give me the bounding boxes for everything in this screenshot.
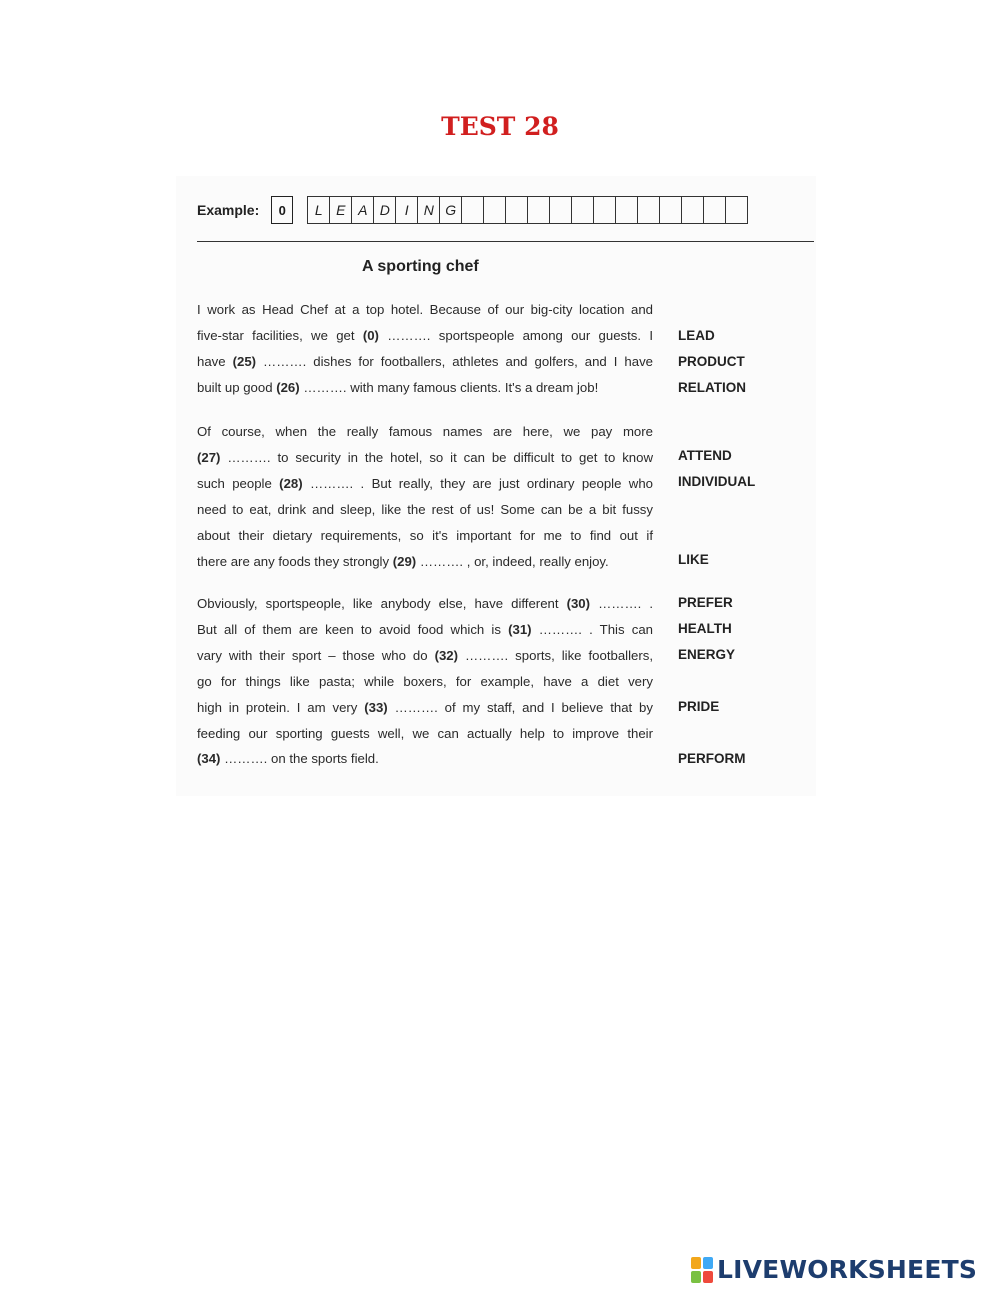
keyword-individual: INDIVIDUAL	[678, 474, 756, 489]
text-segment: about their dietary requirements, so it's important for me to find out if	[197, 527, 653, 543]
keyword-product: PRODUCT	[678, 354, 745, 369]
example-letter-box: N	[418, 196, 440, 224]
text-line	[197, 622, 653, 637]
divider-rule	[197, 241, 814, 242]
example-letter-box: L	[308, 196, 330, 224]
text-segment: vary with their sport – those who do	[197, 647, 435, 663]
text-heading: A sporting chef	[362, 258, 479, 275]
text-line	[197, 450, 653, 465]
logo-square	[691, 1271, 701, 1283]
text-segment: ………. dishes for footballers, athletes and golfers, and I have	[256, 353, 653, 369]
logo-square	[691, 1257, 701, 1269]
example-row	[197, 194, 748, 226]
text-line	[197, 726, 653, 741]
logo-icon	[691, 1257, 713, 1283]
example-letter-box: G	[440, 196, 462, 224]
text-line	[197, 502, 653, 517]
example-letter-box	[594, 196, 616, 224]
example-letter-box	[726, 196, 748, 224]
text-segment: five-star facilities, we get	[197, 327, 363, 343]
text-segment: built up good	[197, 379, 277, 395]
text-line	[197, 354, 653, 369]
text-segment: I work as Head Chef at a top hotel. Because of our big-city location and	[197, 302, 653, 317]
gap-number: (29)	[392, 553, 417, 569]
text-line	[197, 328, 653, 343]
text-segment: high in protein. I am very	[197, 699, 365, 715]
example-letter-box	[616, 196, 638, 224]
logo-square	[703, 1257, 713, 1269]
gap-number: (26)	[276, 379, 300, 395]
example-letter-box: D	[374, 196, 396, 224]
gap-number: (27)	[197, 449, 221, 465]
text-segment: ………. with many famous clients. It's a dream job!	[299, 379, 599, 395]
example-letter-box	[704, 196, 726, 224]
text-segment: ………. on the sports field.	[220, 751, 379, 767]
example-letter-box	[638, 196, 660, 224]
example-letter-box	[550, 196, 572, 224]
text-segment: have	[197, 353, 233, 369]
example-letter-box: I	[396, 196, 418, 224]
text-segment: ………. sportspeople among our guests. I	[378, 327, 653, 343]
text-segment: ………. . But really, they are just ordinary people who	[302, 475, 653, 491]
text-segment: ………. .	[590, 596, 654, 611]
text-segment: such people	[197, 475, 280, 491]
example-letter-box	[506, 196, 528, 224]
text-segment: Obviously, sportspeople, like anybody else, have different	[197, 596, 567, 611]
text-line	[197, 648, 653, 663]
text-segment: ………. . This can	[531, 621, 653, 637]
example-number-box: 0	[271, 196, 293, 224]
text-line	[197, 380, 653, 395]
text-line	[197, 751, 653, 766]
text-line	[197, 674, 653, 689]
gap-number: (0)	[362, 327, 379, 343]
example-letter-box	[484, 196, 506, 224]
example-letter-boxes	[307, 196, 748, 224]
keyword-perform: PERFORM	[678, 751, 746, 766]
example-letter-box: E	[330, 196, 352, 224]
page-title: TEST 28	[441, 112, 559, 141]
text-segment: Of course, when the really famous names are here, we pay more	[197, 424, 653, 439]
example-letter-box	[572, 196, 594, 224]
example-letter-box	[682, 196, 704, 224]
keyword-energy: ENERGY	[678, 647, 736, 662]
keyword-pride: PRIDE	[678, 699, 720, 714]
text-line	[197, 424, 653, 439]
text-line	[197, 700, 653, 715]
text-line	[197, 528, 653, 543]
text-segment: go for things like pasta; while boxers, for example, have a diet very	[197, 673, 653, 689]
example-letter-box: A	[352, 196, 374, 224]
text-segment: ………. , or, indeed, really enjoy.	[416, 553, 609, 569]
logo-text: LIVEWORKSHEETS	[717, 1255, 978, 1284]
text-line	[197, 476, 653, 491]
liveworksheets-logo	[691, 1255, 977, 1284]
example-letter-box	[462, 196, 484, 224]
gap-number: (32)	[434, 647, 459, 663]
text-segment: ………. of my staff, and I believe that by	[387, 699, 653, 715]
keyword-health: HEALTH	[678, 621, 732, 636]
gap-number: (28)	[279, 475, 303, 491]
logo-square	[703, 1271, 713, 1283]
example-label: Example:	[197, 202, 260, 218]
text-segment: feeding our sporting guests well, we can actually help to improve their	[197, 725, 653, 741]
gap-number: (31)	[508, 621, 532, 637]
gap-number: (25)	[232, 353, 257, 369]
keyword-lead: LEAD	[678, 328, 715, 343]
text-segment: But all of them are keen to avoid food which is	[197, 621, 509, 637]
keyword-prefer: PREFER	[678, 595, 733, 610]
text-line	[197, 596, 653, 611]
keyword-relation: RELATION	[678, 380, 746, 395]
text-segment: ………. sports, like footballers,	[458, 647, 653, 663]
keyword-like: LIKE	[678, 552, 709, 567]
gap-number: (30)	[566, 596, 591, 611]
text-segment: need to eat, drink and sleep, like the rest of us! Some can be a bit fussy	[197, 501, 653, 517]
text-line	[197, 554, 653, 569]
text-segment: there are any foods they strongly	[197, 553, 393, 569]
text-segment: ………. to security in the hotel, so it can be difficult to get to know	[220, 449, 653, 465]
gap-number: (34)	[197, 751, 221, 767]
example-letter-box	[660, 196, 682, 224]
gap-number: (33)	[364, 699, 388, 715]
keyword-attend: ATTEND	[678, 448, 732, 463]
text-line	[197, 302, 653, 317]
example-letter-box	[528, 196, 550, 224]
